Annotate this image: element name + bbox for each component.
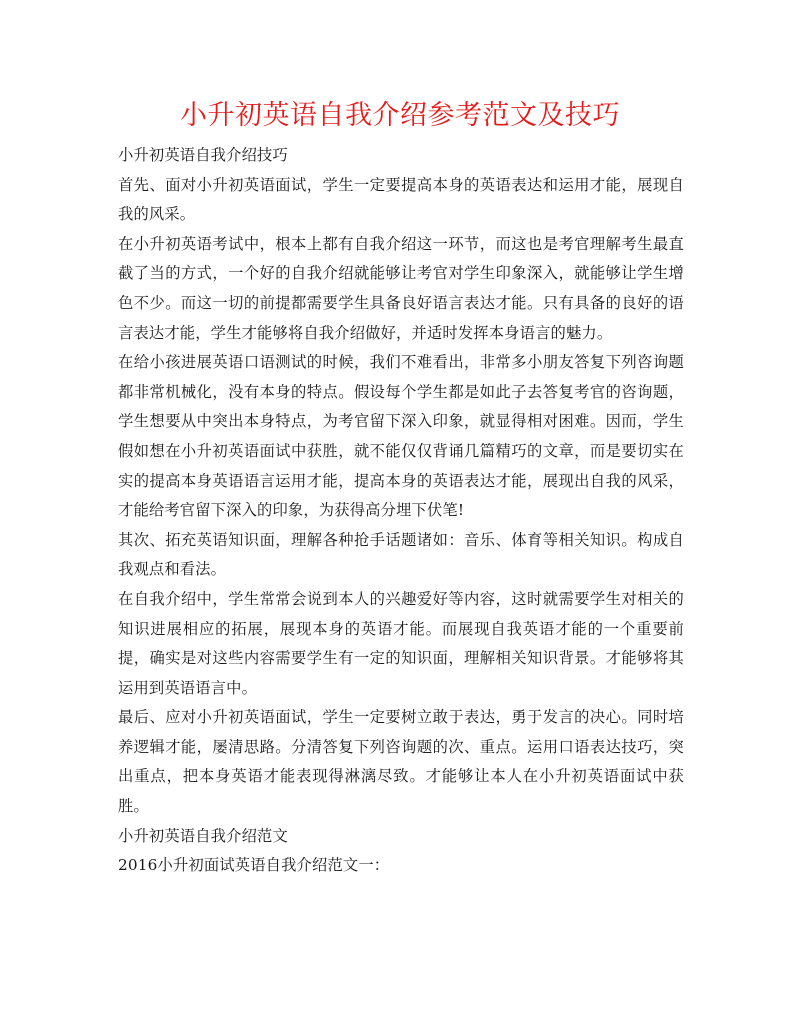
section-heading-examples: 小升初英语自我介绍范文 xyxy=(118,826,288,845)
paragraph-second-point: 其次、拓充英语知识面，理解各种抢手话题诸如：音乐、体育等相关知识。构成自我观点和看法。 xyxy=(118,530,684,579)
paragraph-first-point: 首先、面对小升初英语面试，学生一定要提高本身的英语表达和运用才能，展现自我的风采。 xyxy=(118,175,684,224)
paragraph-final-point: 最后、应对小升初英语面试，学生一定要树立敢于表达，勇于发言的决心。同时培养逻辑才能，屡清思路。分清答复下列咨询题的次、重点。运用口语表达技巧，突出重点，把本身英语才能表现得淋漓尽致。才能够让本人在小升初英语面试中获胜。 xyxy=(118,708,684,816)
example-heading-one: 2016小升初面试英语自我介绍范文一： xyxy=(118,856,390,875)
paragraph: 在给小孩进展英语口语测试的时候，我们不难看出，非常多小朋友答复下列咨询题都非常机械化，没有本身的特点。假设每个学生都是如此子去答复考官的咨询题，学生想要从中突出本身特点，为考官留下深入印象，就显得相对困难。因而，学生假如想在小升初英语面试中获胜，就不能仅仅背诵几篇精巧的文章，而是要切实在实的提高本身英语语言运用才能，提高本身的英语表达才能，展现出自我的风采，才能给考官留下深入的印象，为获得高分埋下伏笔! xyxy=(118,353,684,520)
paragraph: 在自我介绍中，学生常常会说到本人的兴趣爱好等内容，这时就需要学生对相关的知识进展相应的拓展，展现本身的英语才能。而展现自我英语才能的一个重要前提，确实是对这些内容需要学生有一定的知识面，理解相关知识背景。才能够将其运用到英语语言中。 xyxy=(118,589,684,697)
paragraph: 在小升初英语考试中，根本上都有自我介绍这一环节，而这也是考官理解考生最直截了当的方式，一个好的自我介绍就能够让考官对学生印象深入，就能够让学生增色不少。而这一切的前提都需要学生具备良好语言表达才能。只有具备的良好的语言表达才能，学生才能够将自我介绍做好，并适时发挥本身语言的魅力。 xyxy=(118,234,684,342)
section-heading-tips: 小升初英语自我介绍技巧 xyxy=(118,146,288,164)
document-title: 小升初英语自我介绍参考范文及技巧 xyxy=(180,100,620,131)
document-body xyxy=(118,141,684,881)
